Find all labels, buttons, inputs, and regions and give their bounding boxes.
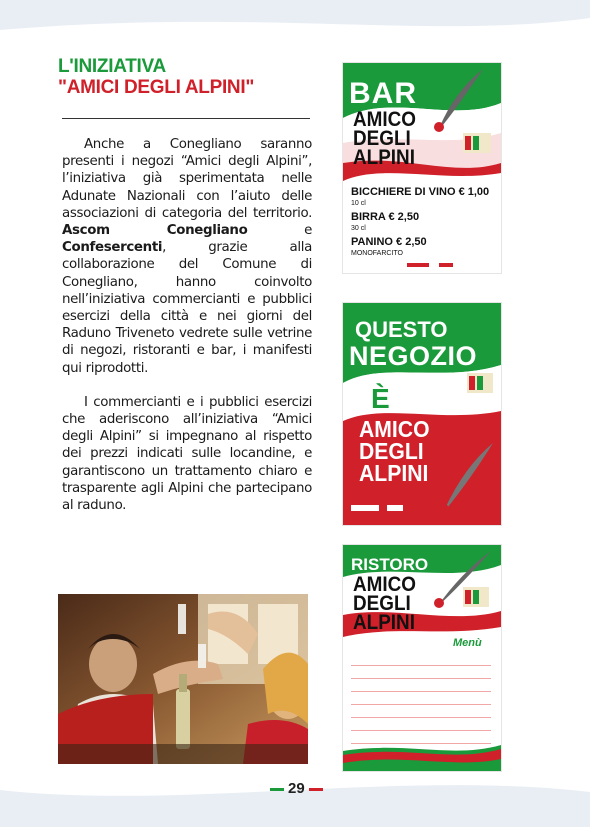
poster-negozio-questo: QUESTO bbox=[355, 317, 448, 342]
red-dash bbox=[309, 788, 323, 791]
poster-bar-title: BAR bbox=[349, 77, 417, 110]
logo-icon bbox=[467, 373, 493, 393]
logo-icon bbox=[463, 587, 489, 607]
poster-bar-price-list: BICCHIERE DI VINO € 1,00 10 cl BIRRA € 2,50 30 cl PANINO € 2,50 MONOFARCITO bbox=[351, 186, 490, 257]
title-divider bbox=[62, 118, 310, 119]
poster-ristoro-title: RISTORO bbox=[351, 555, 429, 574]
poster-ristoro-menu-label: Menù bbox=[453, 637, 482, 649]
price-row: BIRRA € 2,50 bbox=[351, 211, 420, 223]
toast-photo bbox=[58, 594, 308, 764]
poster-ristoro-amico: AMICO DEGLI ALPINI bbox=[353, 573, 416, 634]
price-row: PANINO € 2,50 bbox=[351, 236, 427, 248]
page-title bbox=[58, 56, 254, 98]
top-wave-decoration bbox=[0, 0, 590, 60]
poster-negozio-negozio: NEGOZIO bbox=[349, 341, 478, 371]
poster-negozio-e: È bbox=[371, 383, 390, 414]
poster-negozio bbox=[342, 302, 502, 526]
title-line-1: L'INIZIATIVA bbox=[58, 56, 166, 77]
article-body bbox=[62, 136, 312, 531]
poster-negozio-amico: AMICO DEGLI ALPINI bbox=[359, 416, 430, 486]
green-dash bbox=[270, 788, 284, 791]
logo-icon bbox=[463, 133, 491, 153]
paragraph-1: Anche a Conegliano saranno presenti i negozi “Amici degli Alpini”, l’iniziativa già sperimentata nelle Adunate Nazionali con l’aiuto delle associazioni di categoria del territorio. Ascom Conegliano e Confesercenti, grazie alla collaborazione del Comune di Conegliano, hanno coinvolto nell’iniziativa commercianti e pubblici esercizi della città e nei giorni del Raduno Triveneto vedrete sulle vetrine di negozi, ristoranti e bar, i manifesti qui riprodotti. bbox=[62, 137, 312, 376]
poster-bar-amico: AMICO DEGLI ALPINI bbox=[353, 108, 416, 169]
title-line-2: "AMICI DEGLI ALPINI" bbox=[58, 77, 255, 98]
poster-bar bbox=[342, 62, 502, 274]
menu-lines bbox=[351, 653, 491, 744]
price-row: BICCHIERE DI VINO € 1,00 bbox=[351, 186, 490, 198]
page-number: 29 bbox=[270, 780, 323, 797]
paragraph-2: I commercianti e i pubblici esercizi che aderiscono all’iniziativa “Amici degli Alpini” si impegnano al rispetto dei prezzi indicati sulle locandine, e garantiscono un trattamento chiaro e trasparente agli Alpini che partecipano al raduno. bbox=[62, 394, 312, 514]
poster-ristoro bbox=[342, 544, 502, 772]
